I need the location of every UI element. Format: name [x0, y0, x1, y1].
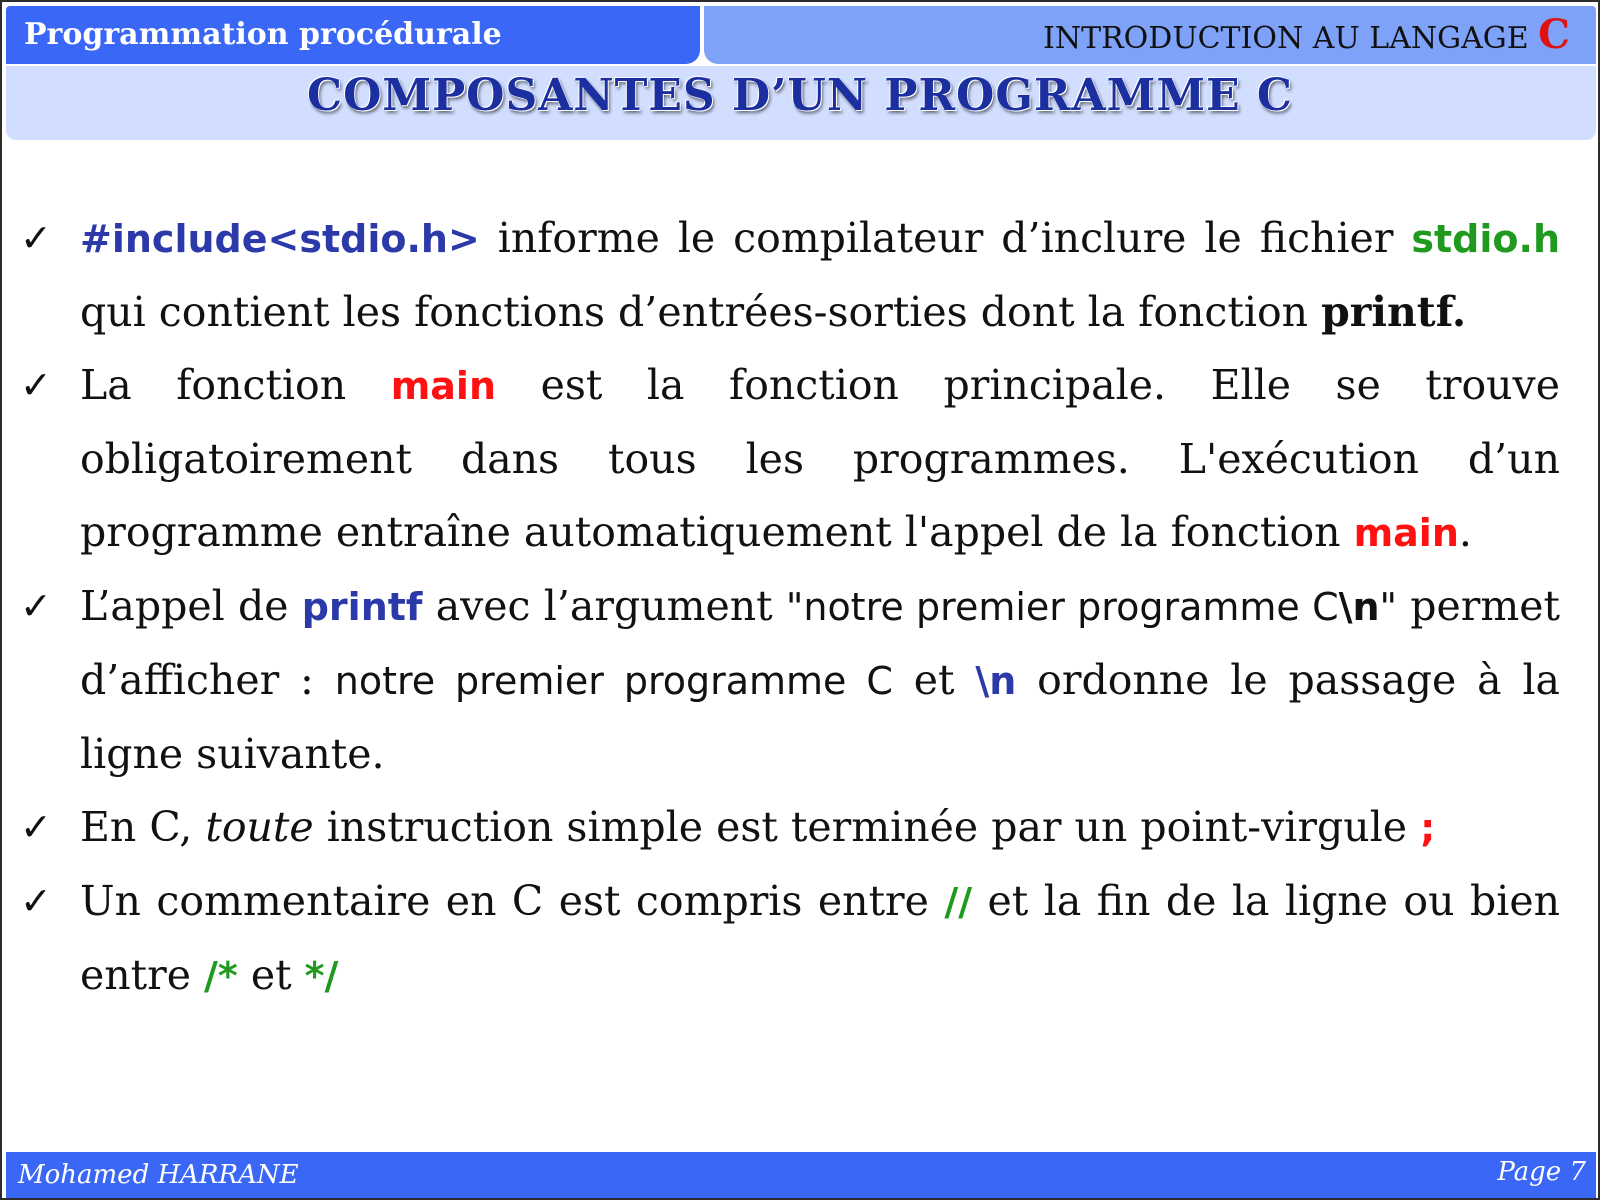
code-stdio: stdio.h	[1411, 217, 1560, 261]
code-semicolon: ;	[1420, 806, 1436, 850]
text-span: ordonne le passage à la ligne suivante.	[80, 656, 1561, 778]
code-line-comment: //	[944, 880, 973, 924]
code-block-comment-open: /*	[204, 954, 238, 998]
header-chapter-title	[704, 6, 1596, 64]
text-span: est la fonction principale. Elle se trouve obligatoirement dans tous les programmes. L'exécution d’un programme entraîne automatiquement l'appel de la fonction	[80, 361, 1560, 556]
text-span: et	[237, 951, 305, 999]
bullet-text	[80, 570, 1560, 791]
text-span: .	[1458, 508, 1472, 556]
text-span: L’appel de	[80, 582, 302, 630]
header-chapter-text: INTRODUCTION AU LANGAGE	[1042, 21, 1529, 56]
code-include: #include<stdio.h>	[80, 217, 480, 261]
bullet-item-printf	[20, 570, 1560, 791]
bullet-text	[80, 349, 1560, 570]
text-span: et	[892, 656, 976, 704]
bullet-text	[80, 865, 1560, 1013]
code-printf: printf	[301, 585, 423, 629]
text-span: En C,	[80, 803, 206, 851]
checkmark-icon: ✓	[20, 879, 52, 923]
footer-author: Mohamed HARRANE	[18, 1160, 299, 1190]
code-quote: "	[1379, 585, 1398, 629]
text-span: et la fin de la ligne ou bien entre	[80, 877, 1560, 999]
footer-page-number: Page 7	[1497, 1157, 1586, 1187]
code-newline-blue: \n	[975, 659, 1017, 703]
bullet-text	[80, 202, 1560, 349]
header-course-title: Programmation procédurale	[6, 6, 700, 64]
code-block-comment-close: */	[304, 954, 339, 998]
text-printf-bold: printf.	[1321, 288, 1467, 336]
checkmark-icon: ✓	[20, 216, 52, 260]
code-main: main	[390, 364, 497, 408]
bullet-text	[80, 791, 1560, 865]
text-span: La fonction	[80, 361, 391, 409]
bullet-item-semicolon	[20, 791, 1560, 865]
header-chapter-letter: C	[1538, 11, 1570, 58]
checkmark-icon: ✓	[20, 805, 52, 849]
text-span: informe le compilateur d’inclure le fichier	[479, 214, 1412, 262]
code-argument: "notre premier programme C	[785, 585, 1339, 629]
bullet-list	[20, 202, 1560, 1013]
text-span: Un commentaire en C est compris entre	[80, 877, 945, 925]
checkmark-icon: ✓	[20, 584, 52, 628]
text-span: qui contient les fonctions d’entrées-sorties dont la fonction	[80, 288, 1322, 336]
checkmark-icon: ✓	[20, 363, 52, 407]
bullet-item-include	[20, 202, 1560, 349]
text-span: instruction simple est terminée par un point-virgule	[313, 803, 1421, 851]
code-main: main	[1353, 511, 1459, 555]
code-output: notre premier programme C	[334, 659, 893, 703]
bullet-item-main	[20, 349, 1560, 570]
slide-title: COMPOSANTES D’UN PROGRAMME C	[307, 70, 1293, 121]
text-span: permet d’afficher :	[80, 582, 1560, 704]
text-span: avec l’argument	[422, 582, 786, 630]
bullet-item-comment	[20, 865, 1560, 1013]
code-newline: \n	[1338, 585, 1380, 629]
text-italic: toute	[205, 803, 314, 851]
